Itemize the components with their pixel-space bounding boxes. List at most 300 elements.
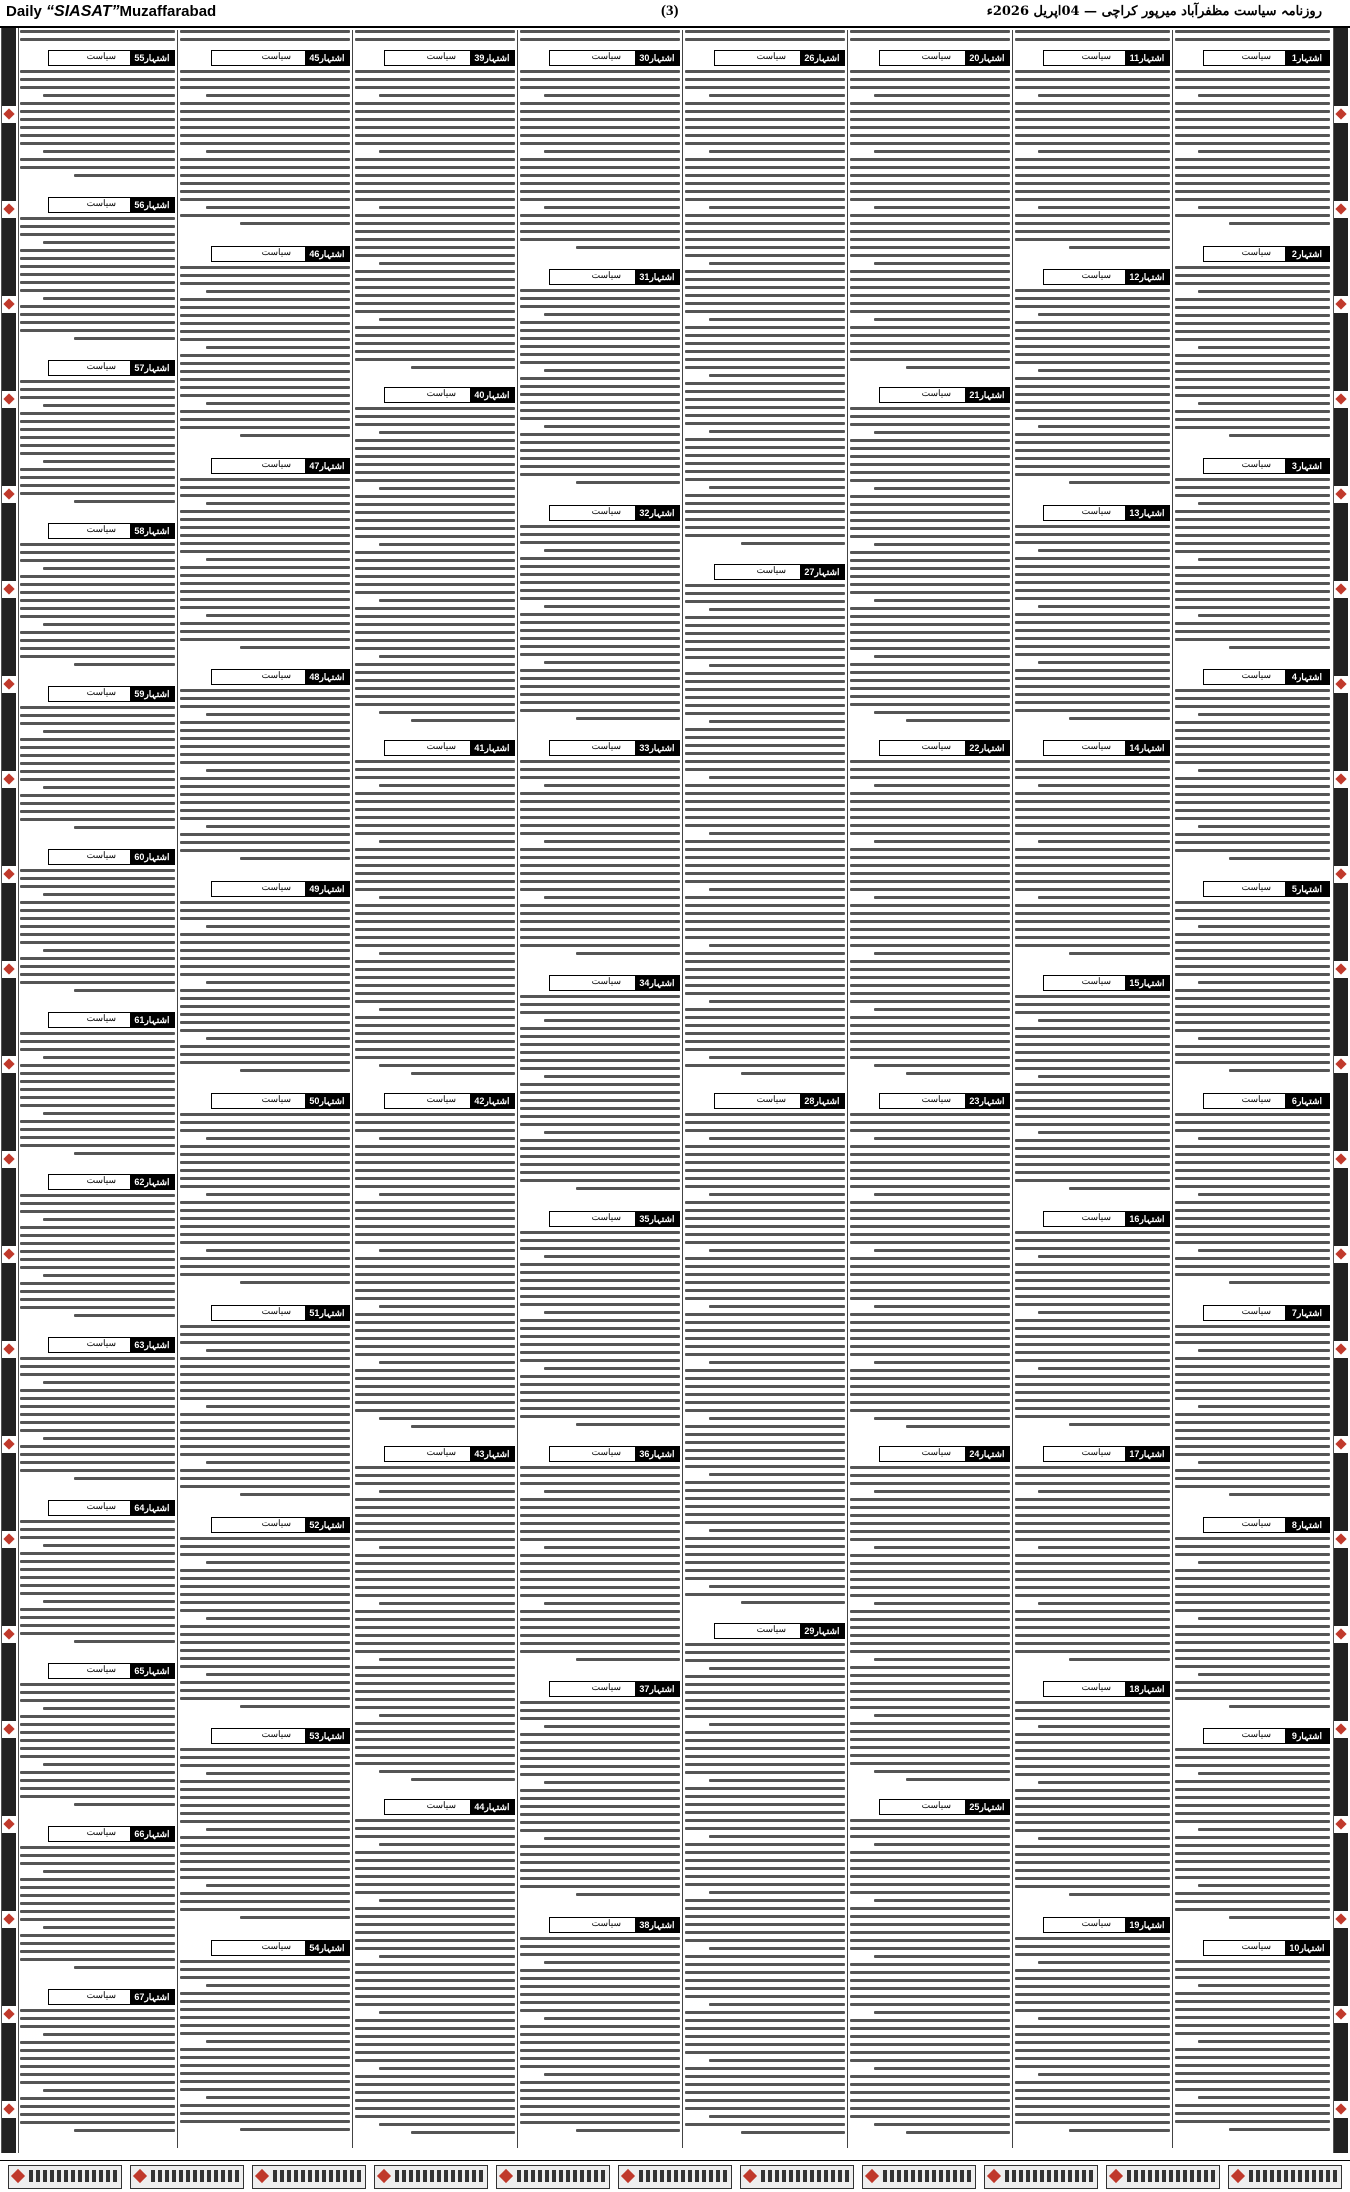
strip-logo-block bbox=[2, 883, 16, 961]
text-line bbox=[1229, 1069, 1330, 1072]
text-line bbox=[1015, 760, 1170, 763]
text-line bbox=[20, 1846, 175, 1849]
text-line bbox=[685, 1433, 845, 1436]
text-line bbox=[520, 1618, 680, 1621]
text-line bbox=[1015, 1351, 1170, 1354]
text-line bbox=[520, 1247, 680, 1250]
text-line bbox=[520, 1741, 680, 1744]
text-line bbox=[850, 800, 1010, 803]
text-line bbox=[850, 1642, 1010, 1645]
text-line bbox=[180, 378, 350, 381]
text-line bbox=[355, 1626, 515, 1629]
text-line bbox=[544, 1255, 680, 1258]
text-line bbox=[180, 550, 350, 553]
text-line bbox=[874, 1843, 1010, 1846]
text-line bbox=[685, 1899, 845, 1902]
text-line bbox=[1175, 817, 1330, 820]
text-line bbox=[20, 233, 175, 236]
ad-body-text bbox=[20, 1683, 175, 1818]
text-line bbox=[1069, 1893, 1170, 1896]
text-line bbox=[43, 623, 175, 626]
text-line bbox=[20, 1552, 175, 1555]
text-line bbox=[1175, 1537, 1330, 1540]
text-line bbox=[850, 639, 1010, 642]
text-line bbox=[850, 415, 1010, 418]
text-line bbox=[20, 313, 175, 316]
text-line bbox=[180, 1005, 350, 1008]
footer-logo-item bbox=[252, 2165, 366, 2189]
text-line bbox=[709, 2003, 845, 2006]
text-line bbox=[520, 856, 680, 859]
text-line bbox=[685, 984, 845, 987]
column-rule bbox=[1172, 30, 1173, 2148]
text-line bbox=[20, 420, 175, 423]
text-line bbox=[1015, 597, 1170, 600]
text-line bbox=[20, 78, 175, 81]
text-line bbox=[1015, 872, 1170, 875]
text-line bbox=[520, 1829, 680, 1832]
text-line bbox=[544, 784, 680, 787]
text-line bbox=[180, 1273, 350, 1276]
ad-number: اشتہار30 bbox=[635, 51, 679, 65]
text-line bbox=[685, 1225, 845, 1228]
text-line bbox=[20, 551, 175, 554]
text-line bbox=[685, 350, 845, 353]
text-line bbox=[355, 110, 515, 113]
text-line bbox=[355, 1674, 515, 1677]
text-line bbox=[20, 396, 175, 399]
text-line bbox=[520, 329, 680, 332]
ad-number: اشتہار17 bbox=[1125, 1447, 1169, 1461]
text-line bbox=[1175, 949, 1330, 952]
text-line bbox=[520, 645, 680, 648]
ad-brand-label: سیاست bbox=[86, 1991, 116, 2002]
text-line bbox=[20, 1854, 175, 1857]
text-line bbox=[1015, 1985, 1170, 1988]
ad-number: اشتہار37 bbox=[635, 1682, 679, 1696]
text-line bbox=[685, 1233, 845, 1236]
text-line bbox=[20, 2025, 175, 2028]
ad-brand-label: سیاست bbox=[756, 52, 786, 62]
ad-number-tag bbox=[211, 1728, 350, 1744]
ad-body-text bbox=[20, 380, 175, 515]
ad-brand-label: سیاست bbox=[86, 1502, 116, 1513]
text-line bbox=[685, 390, 845, 393]
text-line bbox=[850, 110, 1010, 113]
text-line bbox=[1175, 1389, 1330, 1392]
text-line bbox=[20, 2017, 175, 2020]
text-line bbox=[520, 126, 680, 129]
strip-diamond-icon bbox=[1335, 773, 1346, 784]
ad-brand-label: سیاست bbox=[261, 1095, 291, 1105]
text-line bbox=[355, 1353, 515, 1356]
text-line bbox=[850, 1409, 1010, 1412]
text-line bbox=[874, 896, 1010, 899]
text-line bbox=[1069, 717, 1170, 720]
ad-brand-label: سیاست bbox=[261, 1730, 291, 1741]
text-line bbox=[43, 1600, 175, 1603]
text-line bbox=[1175, 973, 1330, 976]
ad-number: اشتہار64 bbox=[130, 1501, 174, 1515]
text-line bbox=[874, 94, 1010, 97]
ad-number: اشتہار24 bbox=[965, 1447, 1009, 1461]
text-line bbox=[20, 1584, 175, 1587]
text-line bbox=[685, 1201, 845, 1204]
text-line bbox=[685, 1787, 845, 1790]
text-line bbox=[180, 785, 350, 788]
text-line bbox=[20, 1918, 175, 1921]
text-line bbox=[1175, 330, 1330, 333]
text-line bbox=[874, 1602, 1010, 1605]
text-line bbox=[850, 2075, 1010, 2078]
text-line bbox=[206, 94, 351, 97]
text-line bbox=[850, 1963, 1010, 1966]
ad-brand-label: سیاست bbox=[261, 883, 291, 894]
text-line bbox=[576, 1893, 680, 1896]
text-line bbox=[850, 158, 1010, 161]
strip-diamond-icon bbox=[1335, 1343, 1346, 1354]
text-line bbox=[685, 744, 845, 747]
ad-brand-label: سیاست bbox=[591, 742, 621, 752]
text-line bbox=[685, 1505, 845, 1508]
text-line bbox=[1175, 1437, 1330, 1440]
text-line bbox=[1175, 1908, 1330, 1911]
strip-logo-block bbox=[2, 1453, 16, 1531]
footer-diamond-icon bbox=[865, 2169, 879, 2183]
text-line bbox=[1175, 38, 1330, 41]
text-line bbox=[685, 712, 845, 715]
text-line bbox=[850, 1618, 1010, 1621]
text-line bbox=[874, 1546, 1010, 1549]
text-line bbox=[20, 1731, 175, 1734]
text-line bbox=[1038, 369, 1170, 372]
text-line bbox=[180, 933, 350, 936]
ad-number: اشتہار8 bbox=[1285, 1518, 1329, 1532]
text-line bbox=[20, 388, 175, 391]
text-line bbox=[850, 1401, 1010, 1404]
ad-body-text bbox=[520, 30, 680, 46]
text-line bbox=[850, 671, 1010, 674]
text-line bbox=[1198, 1673, 1330, 1676]
text-line bbox=[520, 533, 680, 536]
text-line bbox=[180, 841, 350, 844]
ad-brand-label: سیاست bbox=[1241, 1095, 1271, 1105]
text-line bbox=[355, 968, 515, 971]
text-line bbox=[1015, 86, 1170, 89]
text-line bbox=[355, 1642, 515, 1645]
text-line bbox=[850, 816, 1010, 819]
text-line bbox=[206, 614, 351, 617]
text-line bbox=[1198, 1561, 1330, 1564]
text-line bbox=[20, 925, 175, 928]
text-line bbox=[43, 1112, 175, 1115]
text-line bbox=[355, 984, 515, 987]
text-line bbox=[1175, 1257, 1330, 1260]
text-line bbox=[544, 1131, 680, 1134]
text-line bbox=[1175, 1113, 1330, 1116]
text-line bbox=[1175, 1992, 1330, 1995]
text-line bbox=[850, 1682, 1010, 1685]
text-line bbox=[379, 1137, 515, 1140]
text-line bbox=[850, 519, 1010, 522]
text-line bbox=[180, 314, 350, 317]
strip-diamond-icon bbox=[3, 393, 14, 404]
column-rule bbox=[682, 30, 683, 2148]
text-line bbox=[850, 1032, 1010, 1035]
ad-number-tag bbox=[1043, 1917, 1170, 1933]
text-line bbox=[180, 2064, 350, 2067]
ad-brand-label: سیاست bbox=[426, 1448, 456, 1458]
text-line bbox=[180, 110, 350, 113]
ad-number-tag bbox=[48, 686, 175, 702]
text-line bbox=[180, 282, 350, 285]
ad-body-text bbox=[850, 1466, 1010, 1791]
text-line bbox=[180, 190, 350, 193]
strip-diamond-icon bbox=[3, 1153, 14, 1164]
text-line bbox=[685, 1955, 845, 1958]
text-line bbox=[355, 2003, 515, 2006]
text-line bbox=[355, 302, 515, 305]
text-line bbox=[1015, 2105, 1170, 2108]
text-line bbox=[180, 102, 350, 105]
text-line bbox=[20, 738, 175, 741]
text-line bbox=[355, 551, 515, 554]
ad-body-text bbox=[20, 1520, 175, 1655]
text-line bbox=[206, 402, 351, 405]
text-line bbox=[355, 1730, 515, 1733]
text-line bbox=[741, 1072, 845, 1075]
text-line bbox=[355, 1859, 515, 1862]
ad-number-tag bbox=[549, 50, 680, 66]
text-line bbox=[685, 1177, 845, 1180]
text-line bbox=[1038, 150, 1170, 153]
text-line bbox=[355, 1321, 515, 1324]
text-line bbox=[520, 1147, 680, 1150]
ad-number-tag bbox=[879, 1446, 1010, 1462]
ad-brand-label: سیاست bbox=[591, 506, 621, 517]
strip-logo-block bbox=[1334, 1738, 1348, 1816]
text-line bbox=[850, 511, 1010, 514]
text-line bbox=[576, 717, 680, 720]
text-line bbox=[1175, 1633, 1330, 1636]
text-line bbox=[20, 1862, 175, 1865]
text-line bbox=[709, 1193, 845, 1196]
text-line bbox=[180, 1804, 350, 1807]
text-line bbox=[1198, 1349, 1330, 1352]
text-line bbox=[1229, 1705, 1330, 1708]
text-line bbox=[355, 1522, 515, 1525]
text-line bbox=[685, 70, 845, 73]
text-line bbox=[180, 793, 350, 796]
ad-number-tag bbox=[1043, 505, 1170, 521]
text-line bbox=[685, 1393, 845, 1396]
text-line bbox=[850, 920, 1010, 923]
ad-body-text bbox=[1175, 1113, 1330, 1297]
text-line bbox=[1015, 433, 1170, 436]
text-line bbox=[874, 1899, 1010, 1902]
text-line bbox=[850, 2083, 1010, 2086]
text-line bbox=[741, 542, 845, 545]
strip-logo-block bbox=[2, 788, 16, 866]
ad-body-text bbox=[355, 30, 515, 46]
text-line bbox=[1175, 1860, 1330, 1863]
text-line bbox=[685, 688, 845, 691]
text-line bbox=[180, 582, 350, 585]
text-line bbox=[520, 401, 680, 404]
text-line bbox=[355, 872, 515, 875]
text-line bbox=[20, 1290, 175, 1293]
text-line bbox=[1015, 629, 1170, 632]
text-line bbox=[20, 869, 175, 872]
text-line bbox=[1175, 1145, 1330, 1148]
text-line bbox=[1015, 2025, 1170, 2028]
ad-number-tag bbox=[879, 387, 1010, 403]
text-line bbox=[685, 824, 845, 827]
text-line bbox=[850, 591, 1010, 594]
text-line bbox=[520, 1335, 680, 1338]
text-line bbox=[1175, 1836, 1330, 1839]
strip-logo-block bbox=[1334, 1168, 1348, 1246]
text-line bbox=[1175, 1960, 1330, 1963]
text-line bbox=[206, 558, 351, 561]
text-line bbox=[1175, 1804, 1330, 1807]
text-line bbox=[180, 118, 350, 121]
text-line bbox=[850, 1498, 1010, 1501]
text-line bbox=[1175, 901, 1330, 904]
text-line bbox=[520, 1327, 680, 1330]
text-line bbox=[180, 166, 350, 169]
text-line bbox=[355, 976, 515, 979]
ad-number: اشتہار21 bbox=[965, 388, 1009, 402]
ad-body-text bbox=[180, 689, 350, 873]
text-line bbox=[43, 1274, 175, 1277]
text-line bbox=[355, 1474, 515, 1477]
text-line bbox=[685, 1185, 845, 1188]
text-line bbox=[520, 1642, 680, 1645]
text-line bbox=[709, 374, 845, 377]
text-line bbox=[1038, 2017, 1170, 2020]
ad-body-text bbox=[1175, 478, 1330, 662]
text-line bbox=[1175, 110, 1330, 113]
ad-number: اشتہار38 bbox=[635, 1918, 679, 1932]
text-line bbox=[520, 2089, 680, 2092]
text-line bbox=[355, 1594, 515, 1597]
text-line bbox=[355, 2027, 515, 2030]
text-line bbox=[180, 1788, 350, 1791]
ad-number-tag bbox=[879, 50, 1010, 66]
text-line bbox=[20, 2065, 175, 2068]
text-line bbox=[20, 428, 175, 431]
text-line bbox=[1015, 134, 1170, 137]
text-line bbox=[685, 126, 845, 129]
text-line bbox=[180, 1577, 350, 1580]
text-line bbox=[180, 1217, 350, 1220]
ad-number: اشتہار10 bbox=[1285, 1941, 1329, 1955]
text-line bbox=[1175, 1641, 1330, 1644]
text-line bbox=[355, 1706, 515, 1709]
text-line bbox=[1015, 936, 1170, 939]
strip-logo-block bbox=[1334, 503, 1348, 581]
strip-logo-block bbox=[1334, 1833, 1348, 1911]
text-line bbox=[1175, 1649, 1330, 1652]
ad-brand-label: سیاست bbox=[86, 1176, 116, 1187]
text-line bbox=[43, 893, 175, 896]
text-line bbox=[685, 1843, 845, 1846]
text-line bbox=[355, 1313, 515, 1316]
text-line bbox=[240, 1493, 351, 1496]
text-line bbox=[355, 1562, 515, 1565]
text-line bbox=[1175, 1976, 1330, 1979]
text-line bbox=[1015, 685, 1170, 688]
text-line bbox=[544, 1367, 680, 1370]
text-line bbox=[180, 1013, 350, 1016]
text-line bbox=[850, 350, 1010, 353]
text-line bbox=[20, 273, 175, 276]
ad-number-tag bbox=[549, 1446, 680, 1462]
text-line bbox=[520, 621, 680, 624]
ad-body-text bbox=[1015, 760, 1170, 967]
text-line bbox=[1175, 2072, 1330, 2075]
ad-brand-label: سیاست bbox=[1241, 1730, 1271, 1741]
text-line bbox=[180, 386, 350, 389]
text-line bbox=[850, 567, 1010, 570]
text-line bbox=[206, 1137, 351, 1140]
text-line bbox=[685, 1329, 845, 1332]
ad-body-text bbox=[520, 1466, 680, 1673]
text-line bbox=[180, 1756, 350, 1759]
text-line bbox=[576, 1187, 680, 1190]
text-line bbox=[180, 306, 350, 309]
text-line bbox=[685, 1064, 845, 1067]
text-line bbox=[180, 1177, 350, 1180]
ad-number-tag bbox=[384, 1093, 515, 1109]
text-line bbox=[20, 1795, 175, 1798]
text-line bbox=[544, 1781, 680, 1784]
text-line bbox=[1015, 1829, 1170, 1832]
text-line bbox=[850, 615, 1010, 618]
text-line bbox=[685, 1425, 845, 1428]
text-line bbox=[520, 1977, 680, 1980]
text-line bbox=[1015, 1123, 1170, 1126]
text-line bbox=[874, 599, 1010, 602]
text-line bbox=[709, 832, 845, 835]
text-line bbox=[850, 294, 1010, 297]
text-line bbox=[20, 1421, 175, 1424]
ad-number-tag bbox=[211, 881, 350, 897]
text-line bbox=[685, 1401, 845, 1404]
ad-brand-label: سیاست bbox=[1081, 1918, 1111, 1929]
text-line bbox=[1015, 1626, 1170, 1629]
text-line bbox=[850, 1754, 1010, 1757]
text-line bbox=[520, 473, 680, 476]
text-line bbox=[20, 1520, 175, 1523]
ad-number: اشتہار41 bbox=[470, 741, 514, 755]
text-line bbox=[850, 1217, 1010, 1220]
text-line bbox=[685, 166, 845, 169]
text-line bbox=[1175, 761, 1330, 764]
text-line bbox=[355, 848, 515, 851]
text-line bbox=[1198, 925, 1330, 928]
text-line bbox=[685, 1121, 845, 1124]
text-line bbox=[685, 1819, 845, 1822]
text-line bbox=[1198, 1884, 1330, 1887]
ad-number: اشتہار27 bbox=[800, 565, 844, 579]
text-line bbox=[520, 2065, 680, 2068]
text-line bbox=[850, 1153, 1010, 1156]
ad-body-text bbox=[20, 1194, 175, 1329]
text-line bbox=[709, 1779, 845, 1782]
text-line bbox=[20, 2113, 175, 2116]
